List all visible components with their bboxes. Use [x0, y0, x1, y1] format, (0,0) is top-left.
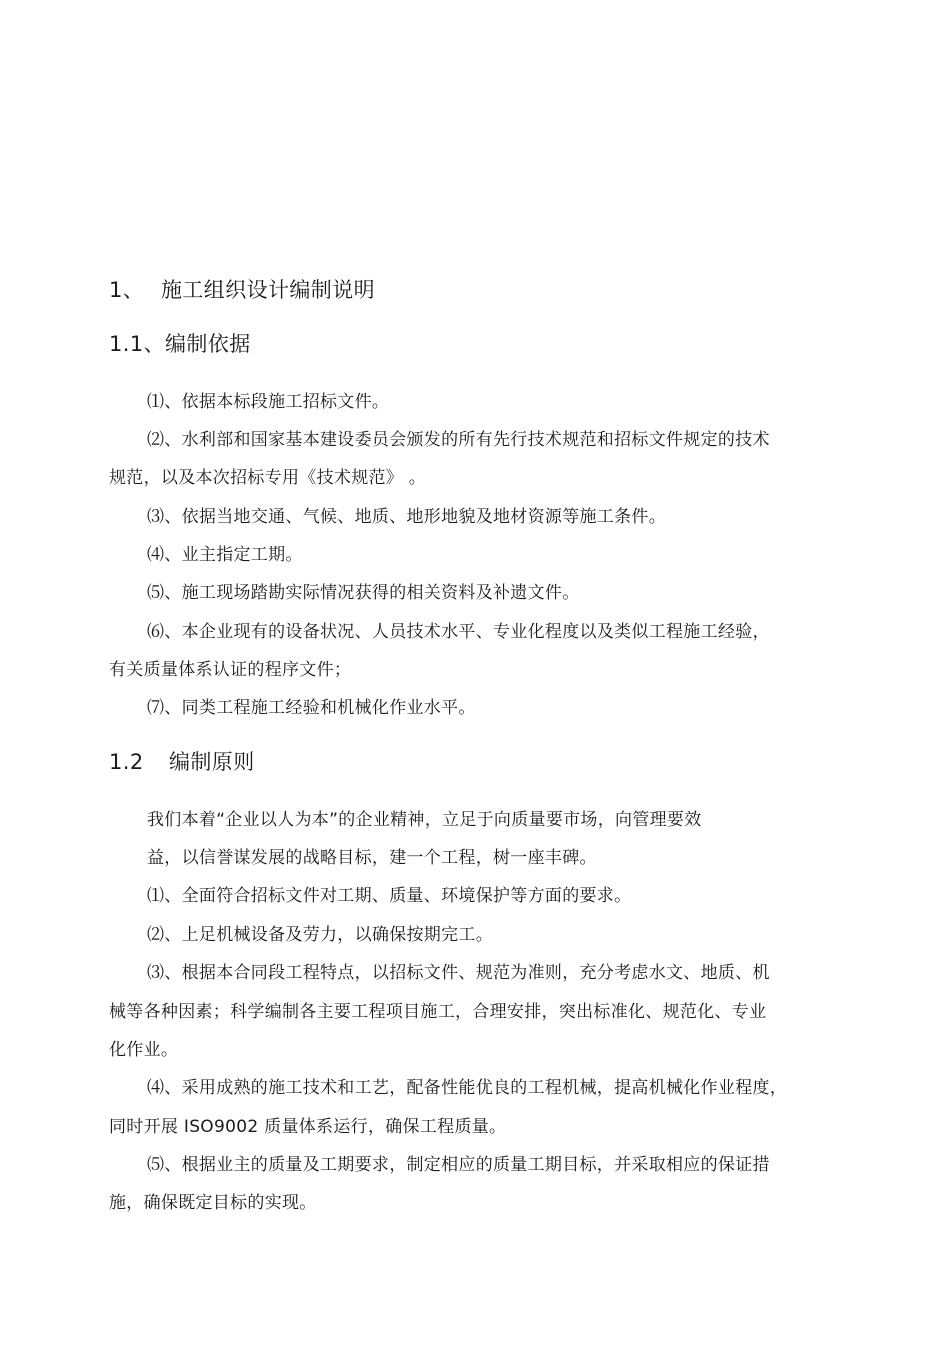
- section-1-title: 施工组织设计编制说明: [161, 278, 375, 302]
- section-1-2-heading: [109, 748, 255, 776]
- basis-item-6-line-2: 有关质量体系认证的程序文件；: [109, 660, 352, 680]
- basis-item-6-line-1: ⑹、本企业现有的设备状况、人员技术水平、专业化程度以及类似工程施工经验，: [147, 622, 770, 642]
- basis-item-7: ⑺、同类工程施工经验和机械化作业水平。: [147, 698, 476, 718]
- principle-item-3-line-1: ⑶、根据本合同段工程特点，以招标文件、规范为准则，充分考虑水文、地质、机: [147, 963, 770, 983]
- principle-item-1: ⑴、全面符合招标文件对工期、质量、环境保护等方面的要求。: [147, 886, 632, 906]
- principle-item-5-line-2: 施，确保既定目标的实现。: [109, 1193, 317, 1213]
- section-1-1-heading: 1.1、编制依据: [109, 332, 251, 356]
- principle-intro-line-1: 我们本着“企业以人为本”的企业精神，立足于向质量要市场，向管理要效: [147, 810, 702, 830]
- section-1-number: 1、: [109, 278, 145, 302]
- principle-item-3-line-3: 化作业。: [109, 1040, 179, 1060]
- principle-item-4-line-2: 同时开展 ISO9002 质量体系运行，确保工程质量。: [109, 1117, 507, 1137]
- basis-item-4: ⑷、业主指定工期。: [147, 545, 303, 565]
- principle-item-2: ⑵、上足机械设备及劳力，以确保按期完工。: [147, 925, 493, 945]
- basis-item-2-line-2: 规范，以及本次招标专用《技术规范》 。: [109, 468, 427, 488]
- basis-item-1: ⑴、依据本标段施工招标文件。: [147, 392, 390, 412]
- principle-item-4-line-1: ⑷、采用成熟的施工技术和工艺，配备性能优良的工程机械，提高机械化作业程度，: [147, 1078, 788, 1098]
- basis-item-5: ⑸、施工现场踏勘实际情况获得的相关资料及补遗文件。: [147, 583, 580, 603]
- principle-item-3-line-2: 械等各种因素；科学编制各主要工程项目施工，合理安排，突出标准化、规范化、专业: [109, 1002, 767, 1022]
- basis-item-2-line-1: ⑵、水利部和国家基本建设委员会颁发的所有先行技术规范和招标文件规定的技术: [147, 430, 770, 450]
- principle-intro-line-2: 益，以信誉谋发展的战略目标，建一个工程，树一座丰碑。: [147, 848, 597, 868]
- principle-item-5-line-1: ⑸、根据业主的质量及工期要求，制定相应的质量工期目标，并采取相应的保证措: [147, 1155, 770, 1175]
- section-1-2-title: 编制原则: [169, 750, 255, 774]
- section-1-heading: [109, 276, 375, 304]
- section-1-2-number: 1.2: [109, 750, 144, 774]
- basis-item-3: ⑶、依据当地交通、气候、地质、地形地貌及地材资源等施工条件。: [147, 507, 666, 527]
